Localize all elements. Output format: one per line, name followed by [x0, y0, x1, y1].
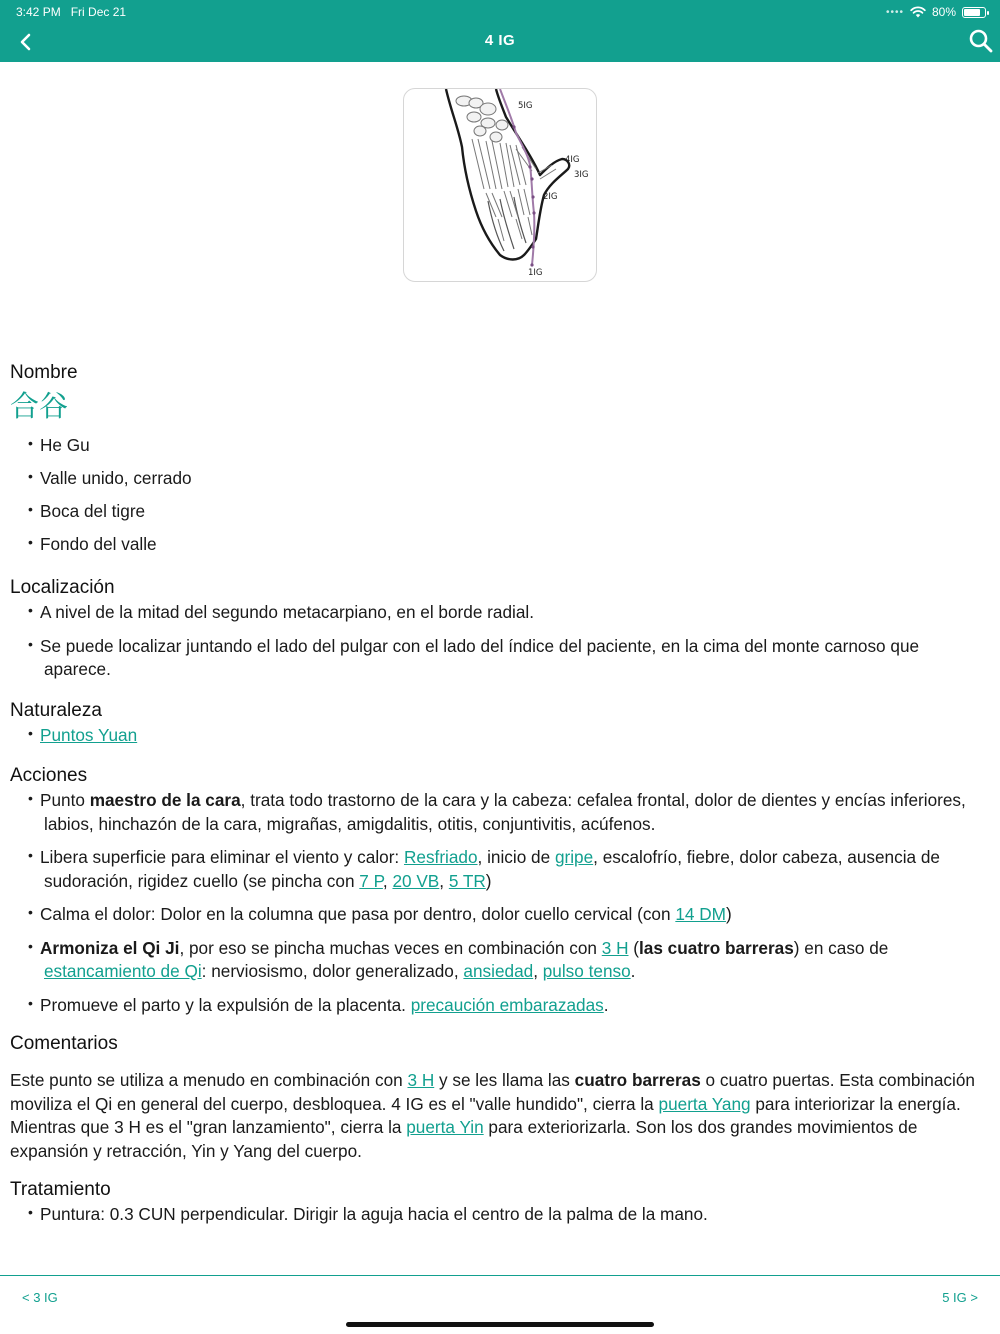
text: o cuatro puertas. Esta combinación moviliza el Qi en general del cuerpo, desbloquea. 4 IG es el "valle hundido", cierra la [10, 1070, 975, 1114]
section-acciones-title: Acciones [10, 765, 88, 786]
text: ) [485, 870, 492, 891]
section-nombre-title: Nombre [10, 362, 78, 383]
list-item [10, 994, 985, 1018]
treatment-list [10, 1203, 985, 1227]
link-precaucion-embarazadas[interactable]: precaución embarazadas [410, 994, 604, 1015]
list-item [10, 846, 985, 893]
text: : nerviosismo, dolor generalizado, [201, 961, 464, 981]
link-resfriado[interactable]: Resfriado [403, 847, 478, 867]
link-7p[interactable]: 7 P [359, 870, 383, 891]
text: Este punto se utiliza a menudo en combinación con [10, 1070, 408, 1090]
footer-nav [0, 1275, 1000, 1334]
link-puntos-yuan[interactable]: Puntos Yuan [40, 724, 138, 745]
nav-bar [0, 22, 1000, 62]
status-time [16, 5, 126, 19]
link-puerta-yin[interactable]: puerta Yin [406, 1117, 484, 1137]
text: Promueve el parto y la expulsión de la placenta. [40, 994, 411, 1015]
link-3h[interactable]: 3 H [407, 1070, 435, 1090]
prev-point-link[interactable]: < 3 IG [22, 1290, 58, 1305]
link-3h[interactable]: 3 H [601, 937, 629, 958]
section-tratamiento-title: Tratamiento [10, 1179, 111, 1200]
next-point-link[interactable]: 5 IG > [942, 1290, 978, 1305]
battery-percent: 80% [931, 5, 956, 19]
text: Punto [40, 790, 90, 810]
text: , escalofrío, fiebre, dolor cabeza, ausencia de sudoración, rigidez cuello (se pincha con [44, 847, 940, 891]
search-icon [966, 26, 996, 56]
wifi-icon [910, 6, 926, 18]
label-5ig: 5IG [518, 101, 533, 111]
bold-text: Armoniza el Qi Ji [40, 937, 180, 958]
text: ( [628, 937, 639, 958]
hand-illustration [404, 89, 597, 282]
text: ) [725, 904, 732, 924]
signal-dots-icon: •••• [885, 6, 904, 18]
list-item: • A nivel de la mitad del segundo metacarpiano, en el borde radial. [10, 601, 985, 625]
text: y se les llama las [434, 1070, 575, 1090]
link-20vb[interactable]: 20 VB [392, 870, 440, 891]
label-4ig: 4IG [565, 155, 580, 165]
section-localizacion-title: Localización [10, 577, 115, 598]
text: , trata todo trastorno de la cara y la cabeza: cefalea frontal, dolor de dientes y encías inferiores, labios, hinchazón de la cara, migrañas, amigdalitis, otitis, conjuntivitis, acúfenos. [44, 790, 966, 834]
list-item [10, 789, 985, 836]
text: Libera superficie para eliminar el viento y calor: [40, 847, 404, 867]
list-item: • Boca del tigre [10, 500, 985, 524]
name-list [10, 434, 985, 557]
actions-list [10, 789, 985, 1017]
list-item [10, 937, 985, 984]
label-2ig: 2IG [543, 192, 558, 202]
status-indicators [886, 5, 986, 19]
status-date: Fri Dec 21 [70, 5, 127, 19]
comments-paragraph [10, 1069, 985, 1163]
text: , [533, 961, 543, 981]
list-item [10, 724, 985, 748]
list-item: • Fondo del valle [10, 533, 985, 557]
section-naturaleza-title: Naturaleza [10, 699, 102, 721]
text: , [382, 870, 393, 891]
app-header [0, 0, 1000, 62]
battery-fill [964, 9, 980, 16]
label-3ig: 3IG [574, 170, 589, 180]
home-indicator [346, 1322, 654, 1327]
text: , [439, 870, 449, 891]
list-item [10, 903, 985, 927]
list-item: • Puntura: 0.3 CUN perpendicular. Dirigir la aguja hacia el centro de la palma de la mano. [10, 1203, 985, 1227]
text: Calma el dolor: Dolor en la columna que pasa por dentro, dolor cuello cervical (con [40, 904, 676, 924]
status-bar [0, 0, 1000, 22]
text: . [630, 961, 636, 981]
text: para interiorizar la energía. Mientras que 3 H es el "gran lanzamiento", cierra la [10, 1093, 961, 1137]
text: , por eso se pincha muchas veces en combinación con [179, 937, 602, 958]
bold-text: maestro de la cara [89, 790, 241, 810]
bold-text: cuatro barreras [574, 1070, 701, 1090]
text: . [603, 994, 609, 1015]
status-clock: 3:42 PM [16, 5, 61, 19]
text: para exteriorizarla. Son los dos grandes movimientos de expansión y retracción, Yin y Yang del cuerpo. [10, 1117, 918, 1161]
link-puerta-yang[interactable]: puerta Yang [658, 1093, 751, 1114]
list-item: • He Gu [10, 434, 985, 458]
link-14dm[interactable]: 14 DM [675, 904, 726, 924]
point-detail-content [10, 360, 985, 1237]
text: ) en caso de [793, 937, 889, 958]
text: , inicio de [477, 847, 555, 867]
link-estancamiento-qi[interactable]: estancamiento de Qi [44, 961, 202, 981]
page-title: 4 IG [484, 32, 516, 49]
link-pulso-tenso[interactable]: pulso tenso [542, 961, 631, 981]
list-item: • Valle unido, cerrado [10, 467, 985, 491]
section-comentarios-title: Comentarios [10, 1033, 118, 1054]
nature-list [10, 724, 985, 748]
search-button[interactable] [966, 26, 996, 56]
location-list [10, 601, 985, 682]
link-ansiedad[interactable]: ansiedad [463, 961, 534, 981]
bold-text: las cuatro barreras [639, 937, 794, 958]
chinese-name: 合谷 [10, 389, 69, 423]
battery-icon [962, 7, 986, 18]
label-1ig: 1IG [528, 268, 543, 278]
link-gripe[interactable]: gripe [554, 847, 594, 867]
link-5tr[interactable]: 5 TR [448, 870, 486, 891]
acupuncture-point-figure [403, 88, 597, 282]
list-item: • Se puede localizar juntando el lado del pulgar con el lado del índice del paciente, en la cima del monte carnoso que aparece. [10, 635, 985, 682]
battery-nub [987, 11, 989, 15]
